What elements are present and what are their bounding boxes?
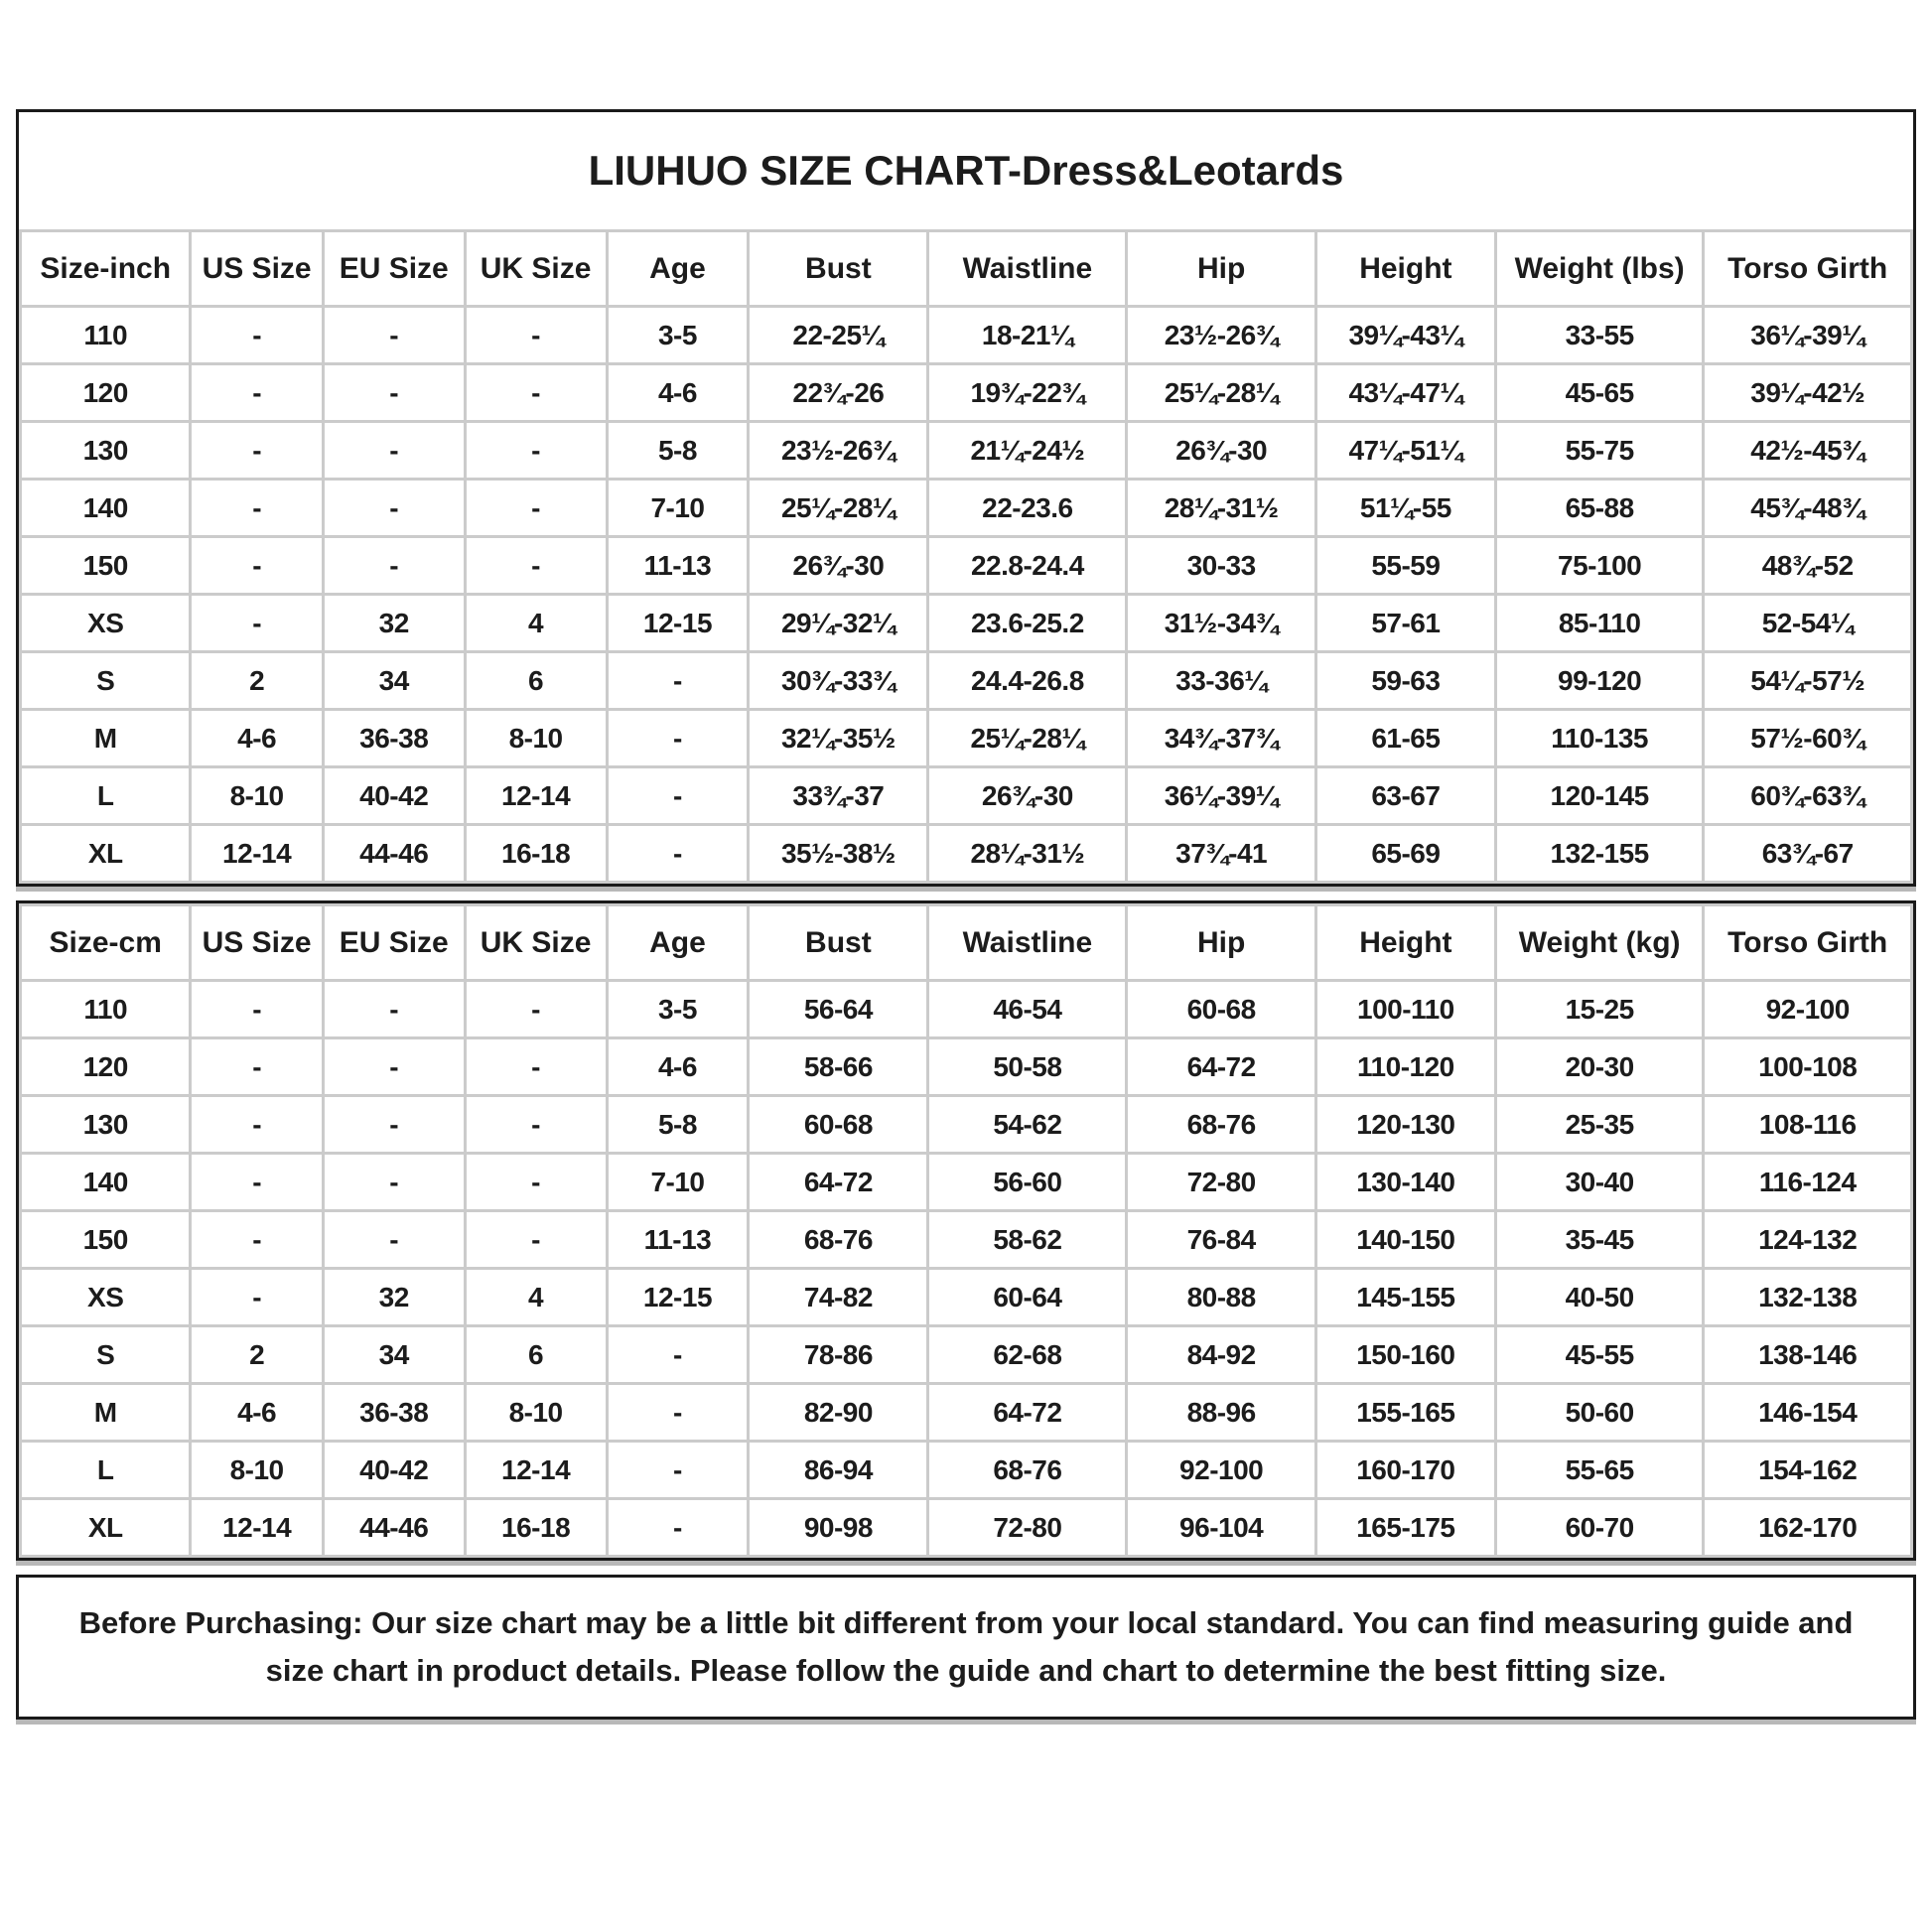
- column-header: EU Size: [323, 905, 465, 981]
- table-cell: 146-154: [1704, 1384, 1912, 1442]
- table-cell: -: [191, 422, 323, 480]
- size-table-cm: [19, 903, 1913, 1558]
- column-header: Hip: [1127, 231, 1316, 307]
- table-cell: 2: [191, 652, 323, 710]
- purchase-note: Before Purchasing: Our size chart may be a little bit different from your local standard. You can find measuring guide and size chart in product details. Please follow the guide and chart to determine the best fitting size.: [78, 1605, 1854, 1689]
- table-cell: 96-104: [1127, 1499, 1316, 1557]
- table-cell: 36-38: [323, 710, 465, 767]
- table-cell: 80-88: [1127, 1269, 1316, 1326]
- table-cell: 7-10: [607, 480, 749, 537]
- table-cell: 54¼-57½: [1704, 652, 1912, 710]
- row-size-label: 130: [21, 422, 191, 480]
- table-cell: -: [607, 1326, 749, 1384]
- row-size-label: 110: [21, 307, 191, 364]
- table-row: [21, 1384, 1912, 1442]
- table-cell: 18-21¼: [928, 307, 1127, 364]
- table-cell: 48¾-52: [1704, 537, 1912, 595]
- table-cell: 2: [191, 1326, 323, 1384]
- table-cell: 33-55: [1495, 307, 1704, 364]
- table-cell: -: [465, 1211, 607, 1269]
- table-cell: -: [323, 364, 465, 422]
- table-cell: 15-25: [1495, 981, 1704, 1038]
- table-cell: 116-124: [1704, 1154, 1912, 1211]
- table-cell: 12-14: [191, 825, 323, 883]
- table-cell: 74-82: [749, 1269, 928, 1326]
- row-size-label: L: [21, 767, 191, 825]
- table-row: [21, 1096, 1912, 1154]
- cm-table-section: [16, 900, 1916, 1561]
- table-cell: -: [323, 422, 465, 480]
- table-cell: -: [607, 652, 749, 710]
- table-cell: 22.8-24.4: [928, 537, 1127, 595]
- table-cell: 84-92: [1127, 1326, 1316, 1384]
- table-cell: 68-76: [1127, 1096, 1316, 1154]
- table-cell: 5-8: [607, 422, 749, 480]
- table-cell: 4-6: [191, 710, 323, 767]
- table-cell: 36-38: [323, 1384, 465, 1442]
- table-cell: -: [191, 537, 323, 595]
- table-cell: -: [191, 595, 323, 652]
- table-cell: 4-6: [607, 1038, 749, 1096]
- row-size-label: L: [21, 1442, 191, 1499]
- table-cell: 36¼-39¼: [1127, 767, 1316, 825]
- table-cell: 82-90: [749, 1384, 928, 1442]
- table-cell: 12-15: [607, 1269, 749, 1326]
- table-row: [21, 364, 1912, 422]
- table-cell: 8-10: [465, 710, 607, 767]
- table-cell: 40-42: [323, 767, 465, 825]
- row-size-label: 140: [21, 1154, 191, 1211]
- table-cell: 76-84: [1127, 1211, 1316, 1269]
- row-size-label: 110: [21, 981, 191, 1038]
- table-cell: -: [607, 1499, 749, 1557]
- table-cell: 150-160: [1315, 1326, 1495, 1384]
- column-header: Waistline: [928, 905, 1127, 981]
- table-cell: 4: [465, 595, 607, 652]
- column-header: Bust: [749, 231, 928, 307]
- table-cell: 30-40: [1495, 1154, 1704, 1211]
- column-header: Size-inch: [21, 231, 191, 307]
- table-row: [21, 1211, 1912, 1269]
- table-cell: 25¼-28¼: [1127, 364, 1316, 422]
- table-cell: 22-23.6: [928, 480, 1127, 537]
- table-cell: 21¼-24½: [928, 422, 1127, 480]
- column-header: Weight (kg): [1495, 905, 1704, 981]
- column-header: Weight (lbs): [1495, 231, 1704, 307]
- table-cell: 39¼-42½: [1704, 364, 1912, 422]
- table-cell: 63-67: [1315, 767, 1495, 825]
- table-cell: 64-72: [928, 1384, 1127, 1442]
- table-cell: 45-65: [1495, 364, 1704, 422]
- row-size-label: 120: [21, 1038, 191, 1096]
- table-cell: 28¼-31½: [928, 825, 1127, 883]
- row-size-label: S: [21, 1326, 191, 1384]
- table-cell: 108-116: [1704, 1096, 1912, 1154]
- table-cell: -: [191, 1211, 323, 1269]
- note-section: [16, 1575, 1916, 1720]
- column-header: US Size: [191, 231, 323, 307]
- table-row: [21, 1442, 1912, 1499]
- table-cell: 120-130: [1315, 1096, 1495, 1154]
- column-header: EU Size: [323, 231, 465, 307]
- table-cell: -: [191, 364, 323, 422]
- table-cell: 60-68: [749, 1096, 928, 1154]
- table-cell: 56-60: [928, 1154, 1127, 1211]
- column-header: Bust: [749, 905, 928, 981]
- table-row: [21, 1038, 1912, 1096]
- table-cell: 61-65: [1315, 710, 1495, 767]
- table-cell: 45-55: [1495, 1326, 1704, 1384]
- table-cell: 51¼-55: [1315, 480, 1495, 537]
- table-cell: 34: [323, 652, 465, 710]
- table-cell: 5-8: [607, 1096, 749, 1154]
- table-cell: 20-30: [1495, 1038, 1704, 1096]
- table-cell: -: [191, 1154, 323, 1211]
- table-cell: 34: [323, 1326, 465, 1384]
- table-cell: -: [465, 364, 607, 422]
- row-size-label: S: [21, 652, 191, 710]
- table-row: [21, 307, 1912, 364]
- row-size-label: 150: [21, 1211, 191, 1269]
- table-cell: 154-162: [1704, 1442, 1912, 1499]
- row-size-label: M: [21, 710, 191, 767]
- table-cell: 60-70: [1495, 1499, 1704, 1557]
- table-cell: 30¾-33¾: [749, 652, 928, 710]
- table-cell: 138-146: [1704, 1326, 1912, 1384]
- table-row: [21, 981, 1912, 1038]
- table-cell: 64-72: [749, 1154, 928, 1211]
- table-cell: 28¼-31½: [1127, 480, 1316, 537]
- table-cell: -: [323, 1038, 465, 1096]
- table-cell: 86-94: [749, 1442, 928, 1499]
- table-cell: -: [323, 981, 465, 1038]
- table-cell: -: [607, 1384, 749, 1442]
- table-row: [21, 825, 1912, 883]
- column-header: Waistline: [928, 231, 1127, 307]
- table-cell: 54-62: [928, 1096, 1127, 1154]
- table-cell: -: [465, 1038, 607, 1096]
- table-cell: 19¾-22¾: [928, 364, 1127, 422]
- table-row: [21, 710, 1912, 767]
- table-cell: 55-65: [1495, 1442, 1704, 1499]
- column-header: Age: [607, 905, 749, 981]
- table-cell: 50-58: [928, 1038, 1127, 1096]
- table-cell: -: [465, 422, 607, 480]
- row-size-label: M: [21, 1384, 191, 1442]
- table-cell: 4-6: [607, 364, 749, 422]
- column-header: UK Size: [465, 905, 607, 981]
- table-cell: 26¾-30: [749, 537, 928, 595]
- table-cell: 100-108: [1704, 1038, 1912, 1096]
- chart-title: LIUHUO SIZE CHART-Dress&Leotards: [588, 147, 1344, 194]
- table-cell: 75-100: [1495, 537, 1704, 595]
- table-cell: -: [323, 307, 465, 364]
- table-row: [21, 595, 1912, 652]
- table-cell: 25-35: [1495, 1096, 1704, 1154]
- table-cell: 11-13: [607, 537, 749, 595]
- column-header: US Size: [191, 905, 323, 981]
- table-cell: 130-140: [1315, 1154, 1495, 1211]
- table-cell: 55-59: [1315, 537, 1495, 595]
- table-cell: 132-155: [1495, 825, 1704, 883]
- column-header: Torso Girth: [1704, 905, 1912, 981]
- table-row: [21, 1326, 1912, 1384]
- column-header: Torso Girth: [1704, 231, 1912, 307]
- table-cell: 110-135: [1495, 710, 1704, 767]
- table-cell: 162-170: [1704, 1499, 1912, 1557]
- table-cell: 3-5: [607, 307, 749, 364]
- table-cell: 56-64: [749, 981, 928, 1038]
- table-cell: 59-63: [1315, 652, 1495, 710]
- table-row: [21, 767, 1912, 825]
- table-cell: 60-68: [1127, 981, 1316, 1038]
- table-cell: 35½-38½: [749, 825, 928, 883]
- row-size-label: 130: [21, 1096, 191, 1154]
- table-cell: 72-80: [1127, 1154, 1316, 1211]
- row-size-label: 140: [21, 480, 191, 537]
- table-cell: 42½-45¾: [1704, 422, 1912, 480]
- table-cell: -: [191, 1269, 323, 1326]
- table-cell: 57-61: [1315, 595, 1495, 652]
- table-cell: 6: [465, 1326, 607, 1384]
- table-row: [21, 537, 1912, 595]
- table-cell: 12-15: [607, 595, 749, 652]
- table-cell: 33¾-37: [749, 767, 928, 825]
- column-header: Height: [1315, 905, 1495, 981]
- header-row: [21, 905, 1912, 981]
- table-cell: 26¾-30: [928, 767, 1127, 825]
- table-cell: 58-62: [928, 1211, 1127, 1269]
- table-cell: 50-60: [1495, 1384, 1704, 1442]
- table-cell: 26¾-30: [1127, 422, 1316, 480]
- table-cell: 47¼-51¼: [1315, 422, 1495, 480]
- table-cell: 140-150: [1315, 1211, 1495, 1269]
- table-cell: 16-18: [465, 825, 607, 883]
- table-cell: -: [465, 1096, 607, 1154]
- table-cell: 8-10: [191, 1442, 323, 1499]
- table-cell: 23½-26¾: [1127, 307, 1316, 364]
- table-cell: -: [465, 307, 607, 364]
- table-row: [21, 652, 1912, 710]
- table-cell: 32¼-35½: [749, 710, 928, 767]
- table-cell: 35-45: [1495, 1211, 1704, 1269]
- table-cell: -: [191, 307, 323, 364]
- table-row: [21, 480, 1912, 537]
- table-cell: 34¾-37¾: [1127, 710, 1316, 767]
- table-cell: 32: [323, 1269, 465, 1326]
- table-cell: -: [191, 981, 323, 1038]
- table-cell: 40-50: [1495, 1269, 1704, 1326]
- table-cell: 22¾-26: [749, 364, 928, 422]
- table-cell: 58-66: [749, 1038, 928, 1096]
- table-cell: 25¼-28¼: [928, 710, 1127, 767]
- table-cell: -: [323, 1154, 465, 1211]
- table-cell: 92-100: [1704, 981, 1912, 1038]
- table-row: [21, 1499, 1912, 1557]
- column-header: UK Size: [465, 231, 607, 307]
- table-cell: 36¼-39¼: [1704, 307, 1912, 364]
- table-cell: -: [607, 825, 749, 883]
- table-cell: 68-76: [749, 1211, 928, 1269]
- table-cell: 60¾-63¾: [1704, 767, 1912, 825]
- table-cell: 72-80: [928, 1499, 1127, 1557]
- table-cell: 40-42: [323, 1442, 465, 1499]
- table-cell: 100-110: [1315, 981, 1495, 1038]
- table-cell: 124-132: [1704, 1211, 1912, 1269]
- table-cell: 60-64: [928, 1269, 1127, 1326]
- table-cell: -: [465, 537, 607, 595]
- table-cell: 52-54¼: [1704, 595, 1912, 652]
- table-cell: 65-88: [1495, 480, 1704, 537]
- table-cell: 120-145: [1495, 767, 1704, 825]
- table-cell: 65-69: [1315, 825, 1495, 883]
- table-cell: -: [607, 767, 749, 825]
- size-table-inch: [19, 229, 1913, 884]
- table-cell: -: [465, 981, 607, 1038]
- table-cell: 33-36¼: [1127, 652, 1316, 710]
- table-row: [21, 1154, 1912, 1211]
- table-cell: 12-14: [191, 1499, 323, 1557]
- table-cell: 11-13: [607, 1211, 749, 1269]
- table-cell: -: [323, 1211, 465, 1269]
- table-cell: 22-25¼: [749, 307, 928, 364]
- table-cell: 78-86: [749, 1326, 928, 1384]
- column-header: Height: [1315, 231, 1495, 307]
- inch-table-section: [16, 109, 1916, 887]
- row-size-label: XS: [21, 1269, 191, 1326]
- column-header: Size-cm: [21, 905, 191, 981]
- title-band: [19, 112, 1913, 229]
- table-cell: 8-10: [465, 1384, 607, 1442]
- table-cell: -: [607, 1442, 749, 1499]
- table-cell: 160-170: [1315, 1442, 1495, 1499]
- table-cell: 85-110: [1495, 595, 1704, 652]
- row-size-label: XL: [21, 825, 191, 883]
- table-cell: 32: [323, 595, 465, 652]
- table-cell: 64-72: [1127, 1038, 1316, 1096]
- table-cell: 43¼-47¼: [1315, 364, 1495, 422]
- table-cell: 88-96: [1127, 1384, 1316, 1442]
- table-cell: 165-175: [1315, 1499, 1495, 1557]
- table-cell: 30-33: [1127, 537, 1316, 595]
- table-cell: -: [323, 1096, 465, 1154]
- table-cell: 145-155: [1315, 1269, 1495, 1326]
- table-cell: -: [191, 480, 323, 537]
- table-cell: 23½-26¾: [749, 422, 928, 480]
- table-cell: 44-46: [323, 825, 465, 883]
- table-cell: 16-18: [465, 1499, 607, 1557]
- row-size-label: 120: [21, 364, 191, 422]
- table-cell: 31½-34¾: [1127, 595, 1316, 652]
- table-cell: 68-76: [928, 1442, 1127, 1499]
- table-cell: 4: [465, 1269, 607, 1326]
- table-cell: 3-5: [607, 981, 749, 1038]
- table-cell: 12-14: [465, 767, 607, 825]
- table-cell: 99-120: [1495, 652, 1704, 710]
- table-cell: -: [323, 537, 465, 595]
- row-size-label: XS: [21, 595, 191, 652]
- table-cell: 110-120: [1315, 1038, 1495, 1096]
- table-cell: 62-68: [928, 1326, 1127, 1384]
- column-header: Age: [607, 231, 749, 307]
- table-cell: 25¼-28¼: [749, 480, 928, 537]
- table-cell: 8-10: [191, 767, 323, 825]
- table-cell: -: [323, 480, 465, 537]
- table-cell: 155-165: [1315, 1384, 1495, 1442]
- table-cell: 45¾-48¾: [1704, 480, 1912, 537]
- table-cell: 90-98: [749, 1499, 928, 1557]
- table-cell: 37¾-41: [1127, 825, 1316, 883]
- table-cell: 44-46: [323, 1499, 465, 1557]
- header-row: [21, 231, 1912, 307]
- table-cell: 24.4-26.8: [928, 652, 1127, 710]
- table-cell: 92-100: [1127, 1442, 1316, 1499]
- table-cell: 46-54: [928, 981, 1127, 1038]
- table-cell: 7-10: [607, 1154, 749, 1211]
- table-cell: 6: [465, 652, 607, 710]
- column-header: Hip: [1127, 905, 1316, 981]
- table-cell: 132-138: [1704, 1269, 1912, 1326]
- table-cell: 12-14: [465, 1442, 607, 1499]
- table-cell: -: [465, 1154, 607, 1211]
- table-cell: 4-6: [191, 1384, 323, 1442]
- table-cell: 29¼-32¼: [749, 595, 928, 652]
- row-size-label: XL: [21, 1499, 191, 1557]
- table-cell: -: [191, 1096, 323, 1154]
- table-row: [21, 1269, 1912, 1326]
- table-cell: 23.6-25.2: [928, 595, 1127, 652]
- table-cell: -: [607, 710, 749, 767]
- table-cell: 39¼-43¼: [1315, 307, 1495, 364]
- table-cell: -: [191, 1038, 323, 1096]
- table-cell: 57½-60¾: [1704, 710, 1912, 767]
- table-cell: -: [465, 480, 607, 537]
- row-size-label: 150: [21, 537, 191, 595]
- table-row: [21, 422, 1912, 480]
- table-cell: 55-75: [1495, 422, 1704, 480]
- table-cell: 63¾-67: [1704, 825, 1912, 883]
